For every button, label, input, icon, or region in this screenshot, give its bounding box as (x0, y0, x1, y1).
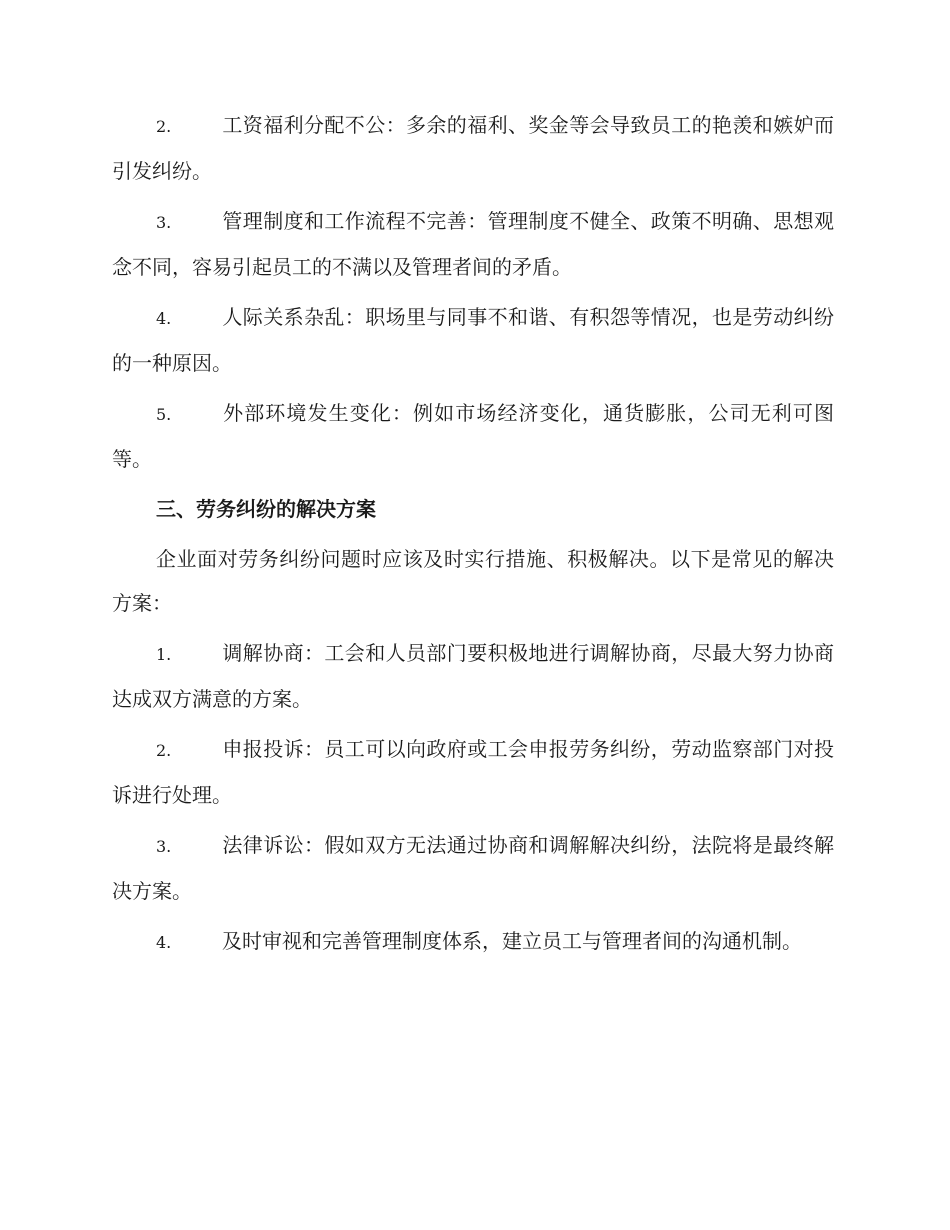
list-number: 3. (156, 213, 172, 232)
list-text: 人际关系杂乱：职场里与同事不和谐、有积怨等情况，也是劳动纠纷的一种原因。 (112, 305, 834, 375)
list-text: 调解协商：工会和人员部门要积极地进行调解协商，尽最大努力协商达成双方满意的方案。 (112, 641, 834, 711)
list-number: 5. (156, 405, 172, 424)
list-number: 1. (156, 645, 172, 664)
list-text: 工资福利分配不公：多余的福利、奖金等会导致员工的艳羡和嫉妒而引发纠纷。 (112, 113, 834, 183)
list-item (112, 295, 834, 385)
list-number: 4. (156, 309, 172, 328)
list-item (112, 823, 834, 913)
list-number: 2. (156, 741, 172, 760)
document-body (112, 103, 834, 971)
intro-paragraph: 企业面对劳务纠纷问题时应该及时实行措施、积极解决。以下是常见的解决方案： (112, 547, 834, 615)
list-text: 管理制度和工作流程不完善：管理制度不健全、政策不明确、思想观念不同，容易引起员工的不满以及管理者间的矛盾。 (112, 209, 834, 279)
list-number: 3. (156, 837, 172, 856)
list-item (112, 631, 834, 721)
list-item (112, 199, 834, 289)
list-number: 2. (156, 117, 172, 136)
list-item (112, 391, 834, 481)
list-text: 申报投诉：员工可以向政府或工会申报劳务纠纷，劳动监察部门对投诉进行处理。 (112, 737, 834, 807)
list-text: 外部环境发生变化：例如市场经济变化，通货膨胀，公司无利可图等。 (112, 401, 834, 471)
list-item (112, 727, 834, 817)
list-number: 4. (156, 933, 172, 952)
list-text: 法律诉讼：假如双方无法通过协商和调解解决纠纷，法院将是最终解决方案。 (112, 833, 834, 903)
section-heading: 三、劳务纠纷的解决方案 (156, 497, 376, 521)
list-text: 及时审视和完善管理制度体系，建立员工与管理者间的沟通机制。 (222, 929, 802, 953)
list-item (112, 919, 834, 965)
list-item (112, 103, 834, 193)
